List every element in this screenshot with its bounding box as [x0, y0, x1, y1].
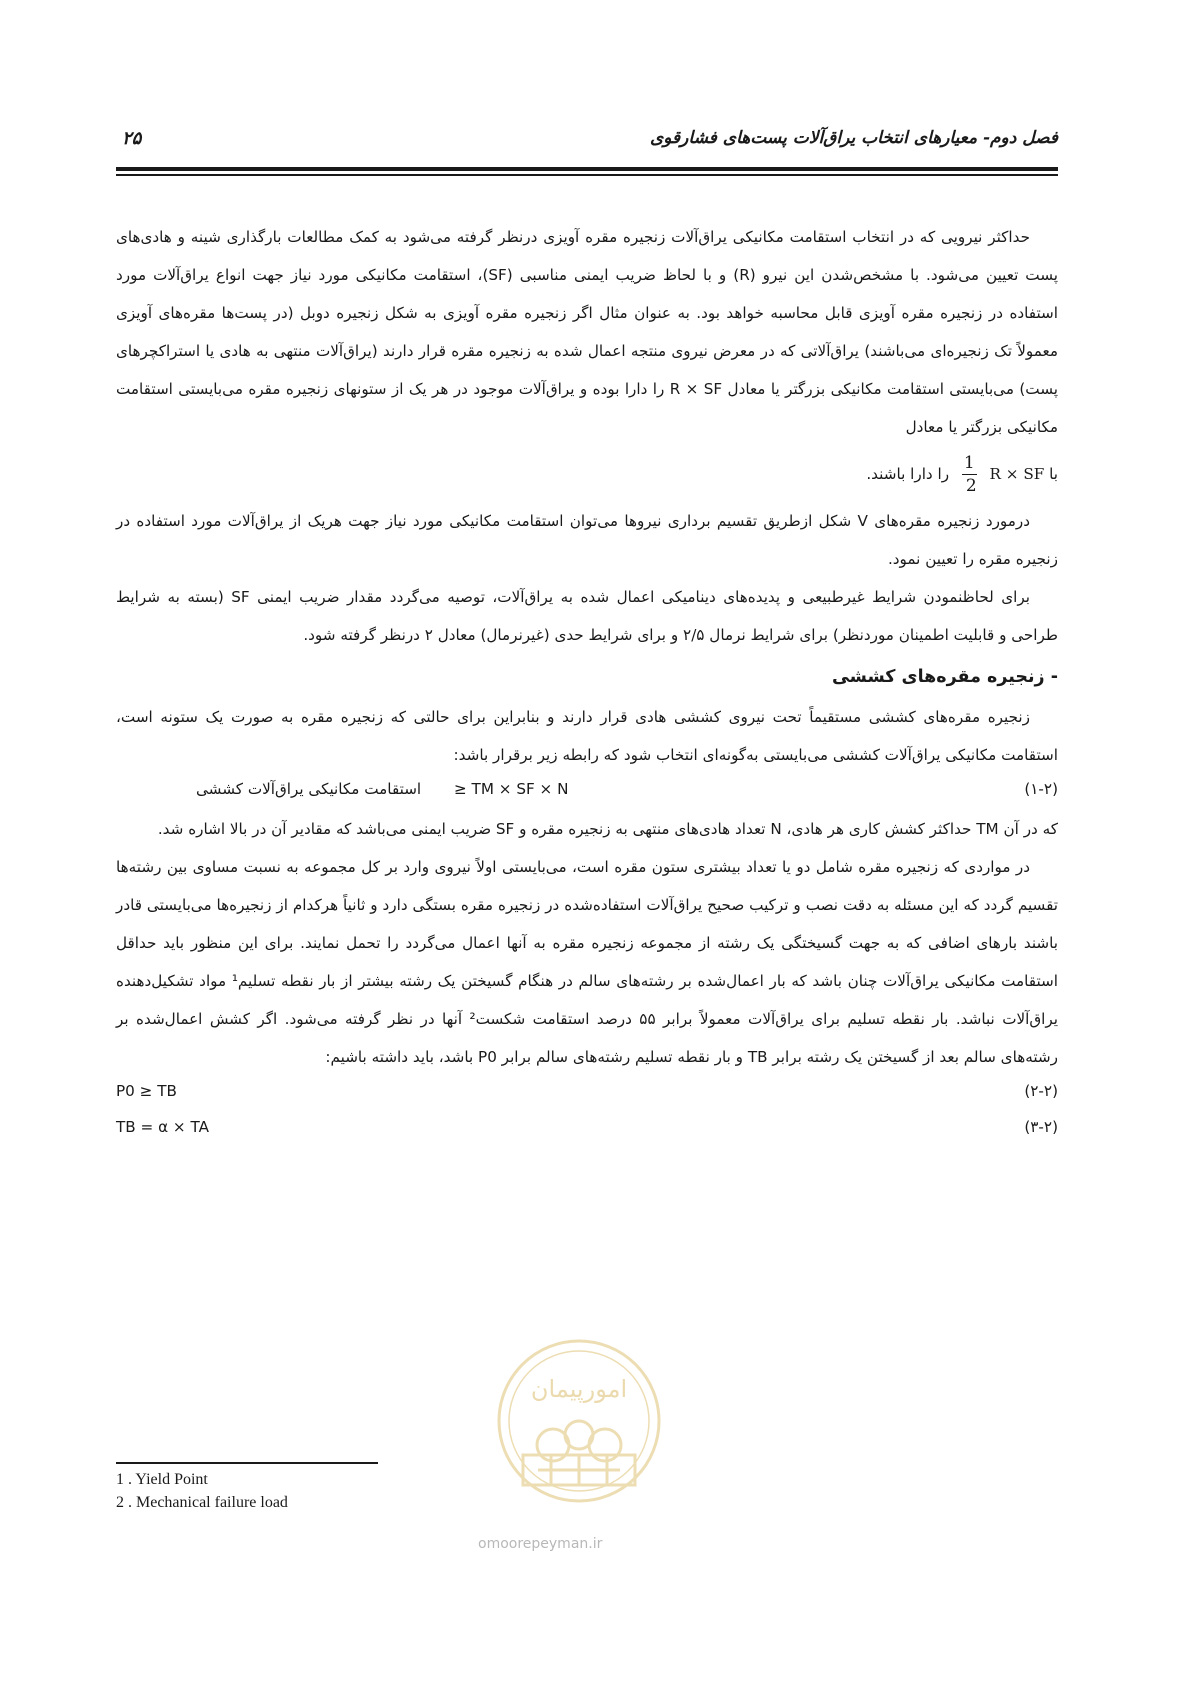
equation-3-expression: TB = α × TA — [116, 1118, 209, 1136]
paragraph-2: درمورد زنجیره مقره‌های V شکل ازطریق تقسیم برداری نیروها می‌توان استقامت مکانیکی مورد نیاز جهت هریک از یراق‌آلات مورد استفاده در زنجیره مقره را تعیین نمود. — [116, 512, 1058, 568]
footnote-1: 1 . Yield Point — [116, 1471, 208, 1488]
header-rule-thick — [116, 167, 1058, 171]
paragraph-6: در مواردی که زنجیره مقره شامل دو یا تعداد بیشتری ستون مقره است، می‌بایستی اولاً نیروی وارد بر کل مجموعه به نسبت مساوی بین رشته‌ها تقسیم گردد که این مسئله به دقت نصب و ترکیب صحیح یراق‌آلات استفاده‌شده در زنجیره مقره بستگی دارد و ثانیاً هرکدام از زنجیره‌ها می‌بایستی قادر باشند بارهای اضافی که به جهت گسیختگی یک رشته از مجموعه زنجیره مقره به آنها اعمال می‌گردد را تحمل نمایند. برای این منظور باید حداقل استقامت مکانیکی یراق‌آلات چنان باشد که بار اعمال‌شده بر رشته‌های سالم در هنگام گسیختن یک رشته بیشتر از بار نقطه تسلیم¹ مواد تشکیل‌دهنده یراق‌آلات نباشد. بار نقطه تسلیم برای یراق‌آلات معمولاً برابر ۵۵ درصد استقامت شکست² آنها در نظر گرفته می‌شود. اگر کشش اعمال‌شده بر رشته‌های سالم بعد از گسیختن یک رشته برابر TB و بار نقطه تسلیم رشته‌های سالم برابر P0 باشد، باید داشته باشیم: — [116, 858, 1058, 1066]
paragraph-4: زنجیره مقره‌های کششی مستقیماً تحت نیروی کششی هادی قرار دارند و بنابراین برای حالتی که زنجیره مقره به صورت یک ستونه است، استقامت مکانیکی یراق‌آلات کششی می‌بایستی به‌گونه‌ای انتخاب شود که رابطه زیر برقرار باشد: — [116, 708, 1058, 764]
equation-2 — [116, 1076, 1058, 1112]
fraction-numerator: 1 — [963, 453, 975, 473]
paragraph-5: که در آن TM حداکثر کشش کاری هر هادی، N تعداد هادی‌های منتهی به زنجیره مقره و SF ضریب ایمنی می‌باشد که مقادیر آن در بالا اشاره شد. — [157, 820, 1058, 838]
ending-prefix: با — [1049, 465, 1058, 483]
footnotes — [116, 1468, 288, 1514]
section-heading: - زنجیره مقره‌های کششی — [831, 667, 1058, 687]
paragraph-3: برای لحاظنمودن شرایط غیرطبیعی و پدیده‌های دینامیکی اعمال شده به یراق‌آلات، توصیه می‌گردد مقدار ضریب ایمنی SF (بسته به شرایط طراحی و قابلیت اطمینان موردنظر) برای شرایط نرمال ۲/۵ و برای شرایط حدی (غیرنرمال) معادل ۲ درنظر گرفته شود. — [116, 588, 1058, 644]
page-header — [116, 128, 1058, 154]
watermark-url: omoorepeyman.ir — [478, 1536, 603, 1552]
watermark-logo-icon — [493, 1335, 665, 1515]
equation-1-label: استقامت مکانیکی یراق‌آلات کششی — [196, 780, 422, 798]
equation-3-number: (۳-۲) — [1024, 1118, 1058, 1136]
fraction-denominator: 2 — [965, 476, 977, 496]
paragraph-1-ending — [116, 446, 1058, 502]
equation-1 — [116, 774, 1058, 810]
page-number: ۲۵ — [122, 128, 142, 149]
ending-suffix: را دارا باشند. — [866, 465, 950, 483]
header-rule-thin — [116, 174, 1058, 176]
page-body — [116, 218, 1058, 1148]
equation-1-expression: ≥ TM × SF × N — [454, 780, 569, 798]
equation-2-expression: P0 ≥ TB — [116, 1082, 177, 1100]
equation-1-number: (۱-۲) — [1024, 780, 1058, 798]
ending-expression: R × SF — [989, 465, 1045, 483]
equation-2-number: (۲-۲) — [1024, 1082, 1058, 1100]
paragraph-1: حداکثر نیرویی که در انتخاب استقامت مکانیکی یراق‌آلات زنجیره مقره آویزی درنظر گرفته می‌شود به کمک مطالعات بارگذاری شینه و هادی‌های پست تعیین می‌شود. با مشخص‌شدن این نیرو (R) و با لحاظ ضریب ایمنی مناسبی (SF)، استقامت مکانیکی مورد نیاز جهت انواع یراق‌آلات مورد استفاده در زنجیره مقره آویزی قابل محاسبه خواهد بود. به عنوان مثال اگر زنجیره مقره آویزی به شکل زنجیره دوبل (در پست‌ها مقره‌های آویزی معمولاً تک زنجیره‌ای می‌باشند) یراق‌آلاتی که در معرض نیروی منتجه اعمال شده به زنجیره مقره قرار دارند (یراق‌آلات منتهی به هادی یا استراکچرهای پست) می‌بایستی استقامت مکانیکی بزرگتر یا معادل R × SF را دارا بوده و یراق‌آلات موجود در هر یک از ستونهای زنجیره مقره می‌بایستی استقامت مکانیکی بزرگتر یا معادل — [116, 228, 1058, 436]
footnote-2: 2 . Mechanical failure load — [116, 1494, 288, 1511]
watermark-logo-text: امورپیمان — [530, 1375, 628, 1403]
fraction-one-half — [962, 452, 977, 497]
footnote-rule — [116, 1462, 378, 1464]
chapter-title: فصل دوم- معیارهای انتخاب یراق‌آلات پست‌های فشارقوی — [649, 128, 1058, 148]
equation-3 — [116, 1112, 1058, 1148]
